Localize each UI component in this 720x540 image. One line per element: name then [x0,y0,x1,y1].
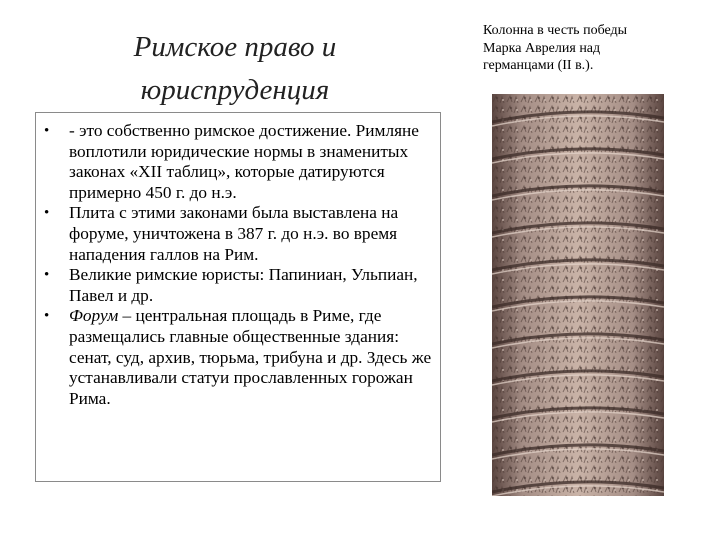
caption-line-3: германцами (II в.). [483,58,594,73]
bullet-text: Плита с этими законами была выставлена на форуме, уничтожена в 387 г. до н.э. во время нападения галлов на Рим. [69,203,399,264]
bullet-marker: • [44,205,50,222]
title-line-1: Римское право и [133,31,337,63]
image-caption [483,22,683,75]
bullet-item-4 [44,306,432,409]
bullet-item-1 [44,121,432,203]
forum-term: Форум [69,306,119,326]
caption-line-2: Марка Аврелия над [483,40,601,56]
bullet-item-2 [44,203,432,265]
bullet-marker: • [44,308,50,325]
bullet-text: - это собственно римское достижение. Римляне воплотили юридические нормы в знаменитых законах «XII таблиц», которые датируются примерно 450 г. до н.э. [69,121,419,202]
bullet-text: – центральная площадь в Риме, где размещались главные общественные здания: сенат, суд, архив, тюрьма, трибуна и др. Здесь же устанавливали статуи прославленных горожан Рима. [69,306,432,408]
bullet-text: Великие римские юристы: Папиниан, Ульпиан, Павел и др. [69,265,418,305]
bullet-marker: • [44,267,50,284]
slide-title [70,26,400,112]
marcus-aurelius-column-image [492,94,664,496]
bullet-list [36,113,440,409]
title-line-2: юриспруденция [140,74,330,106]
bullet-marker: • [44,123,50,139]
bullet-item-3 [44,265,432,306]
caption-line-1: Колонна в честь победы [483,23,628,38]
bullet-text-box [35,112,441,482]
